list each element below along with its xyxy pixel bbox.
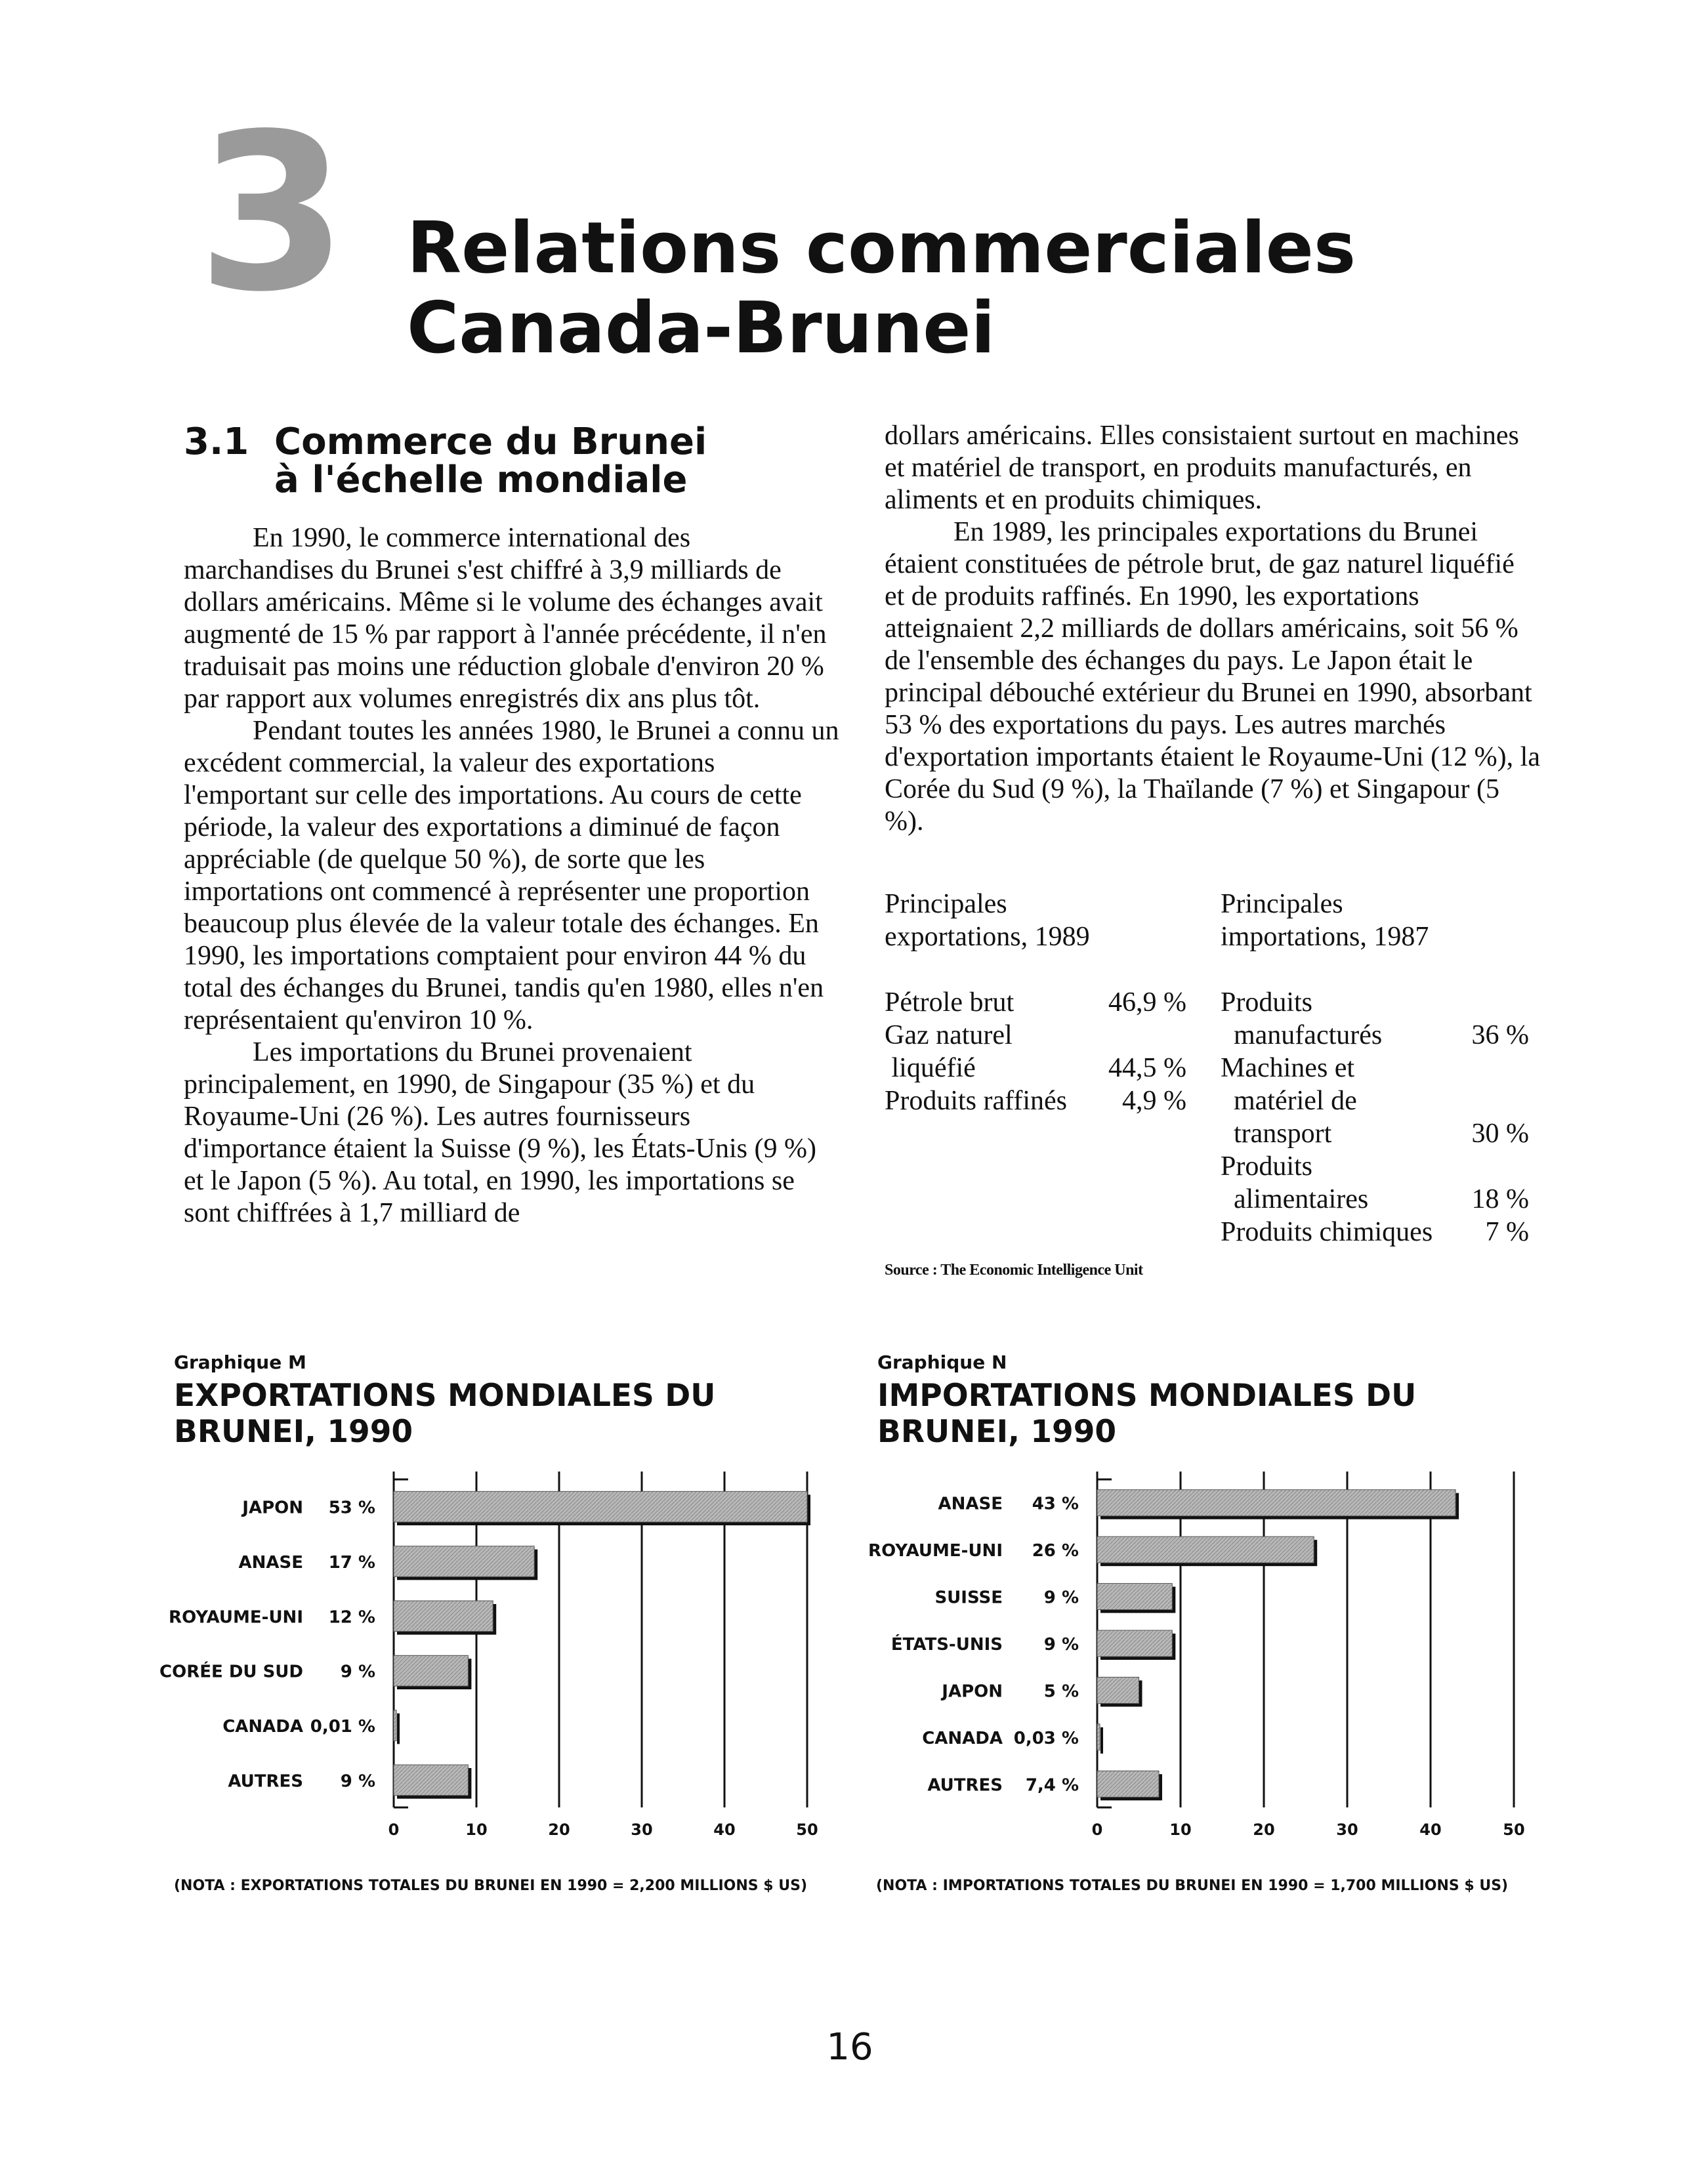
body-column-left: [184, 522, 840, 1229]
list-item-value: 44,5 %: [1108, 1053, 1186, 1083]
page-number: 16: [826, 2026, 873, 2069]
bar: [394, 1601, 493, 1632]
chart-n-note: (NOTA : IMPORTATIONS TOTALES DU BRUNEI EN 1990 = 1,700 MILLIONS $ US): [876, 1878, 1509, 1894]
tick-label: 30: [1336, 1821, 1358, 1839]
category-label: AUTRES: [228, 1771, 303, 1792]
list-item: [885, 986, 1186, 1019]
tick-label: 0: [1091, 1821, 1103, 1839]
list-item: [885, 1084, 1186, 1117]
list-item-value: 36 %: [1471, 1020, 1529, 1050]
paragraph: Pendant toutes les années 1980, le Brunei a connu un excédent commercial, la valeur des exportations l'emportant sur celle des importations. Au cours de cette période, la valeur des exportations a diminué de façon appréciable (de quelque 50 %), de sorte que les importations ont commencé à représenter une proportion beaucoup plus élevée de la valeur totale des échanges. En 1990, les importations comptaient pour environ 44 % du total des échanges du Brunei, tandis qu'en 1980, elles n'en représentaient qu'environ 10 %.: [184, 716, 839, 1035]
tick-label: 40: [713, 1821, 736, 1839]
exports-bar-chart: [131, 1466, 853, 1860]
category-label: ANASE: [938, 1494, 1003, 1514]
source-note: Source : The Economic Intelligence Unit: [885, 1262, 1143, 1279]
body-column-right: [885, 420, 1541, 838]
bar: [1097, 1724, 1100, 1750]
section-title-line-2: à l'échelle mondiale: [274, 459, 688, 501]
bar: [1097, 1771, 1159, 1797]
chart-n-title-line-2: BRUNEI, 1990: [877, 1414, 1117, 1450]
chart-m-title: [174, 1378, 863, 1450]
paragraph: En 1989, les principales exportations du Brunei étaient constituées de pétrole brut, de gaz naturel liquéfié et de produits raffinés. En 1990, les exportations atteignaient 2,2 milliards de dollars américains, soit 56 % de l'ensemble des échanges du pays. Le Japon était le principal débouché extérieur du Brunei en 1990, absorbant 53 % des exportations du pays. Les autres marchés d'exportation importants étaient le Royaume-Uni (12 %), la Corée du Sud (9 %), la Thaïlande (7 %) et Singapour (5 %).: [885, 517, 1540, 836]
data-label: 17 %: [328, 1553, 375, 1573]
imports-heading-line-1: Principales: [1221, 889, 1343, 919]
list-item-label: manufacturés: [1234, 1020, 1383, 1050]
tick-label: 20: [1253, 1821, 1275, 1839]
category-label: AUTRES: [927, 1775, 1003, 1796]
chart-n-tag: Graphique N: [877, 1351, 1007, 1373]
list-item: [1221, 1216, 1529, 1248]
bar: [1097, 1677, 1139, 1703]
chart-m-note: (NOTA : EXPORTATIONS TOTALES DU BRUNEI EN 1990 = 2,200 MILLIONS $ US): [174, 1878, 808, 1894]
bar-shadow: [1100, 1727, 1103, 1754]
list-item-label: Pétrole brut: [885, 987, 1015, 1018]
chapter-number: 3: [197, 87, 348, 339]
category-label: ROYAUME-UNI: [868, 1541, 1003, 1561]
chapter-title: [407, 209, 1654, 369]
category-label: CORÉE DU SUD: [159, 1662, 303, 1682]
list-item: [1221, 1117, 1529, 1150]
chart-m-title-line-2: BRUNEI, 1990: [174, 1414, 413, 1450]
exports-list: [885, 888, 1186, 1117]
bar: [394, 1765, 468, 1796]
data-label: 7,4 %: [1025, 1775, 1079, 1796]
list-item: [885, 1052, 1186, 1084]
exports-list-heading: [885, 888, 1186, 953]
tick-label: 50: [1503, 1821, 1525, 1839]
bar: [1097, 1490, 1455, 1516]
bar: [1097, 1630, 1172, 1657]
chart-n-title-line-1: IMPORTATIONS MONDIALES DU: [877, 1378, 1417, 1414]
exports-heading-line-1: Principales: [885, 889, 1007, 919]
list-item-label: alimentaires: [1234, 1184, 1369, 1214]
list-item-label: transport: [1234, 1119, 1332, 1149]
category-label: CANADA: [222, 1717, 303, 1737]
list-item-label: liquéfié: [885, 1053, 976, 1083]
imports-bar-chart: [853, 1466, 1575, 1860]
data-label: 12 %: [328, 1607, 375, 1628]
paragraph-continuation: dollars américains. Elles consistaient surtout en machines et matériel de transport, en produits manufacturés, en aliments et en produits chimiques.: [885, 421, 1519, 515]
tick-label: 10: [1169, 1821, 1192, 1839]
imports-heading-line-2: importations, 1987: [1221, 922, 1429, 952]
list-item-label: Produits: [1221, 987, 1313, 1018]
list-item-value: 18 %: [1471, 1184, 1529, 1214]
data-label: 9 %: [1043, 1635, 1079, 1655]
data-label: 53 %: [328, 1498, 375, 1518]
tick-label: 40: [1419, 1821, 1442, 1839]
tick-label: 20: [548, 1821, 570, 1839]
tick-label: 50: [796, 1821, 818, 1839]
list-item: [1221, 1019, 1529, 1052]
category-label: CANADA: [922, 1728, 1003, 1748]
category-label: JAPON: [942, 1681, 1003, 1702]
bar: [394, 1491, 807, 1522]
chart-m-tag: Graphique M: [174, 1351, 306, 1373]
bar: [1097, 1536, 1314, 1563]
imports-list: [1221, 888, 1529, 1248]
chapter-title-line-1: Relations commerciales: [407, 207, 1356, 289]
data-label: 0,01 %: [310, 1717, 375, 1737]
paragraph: En 1990, le commerce international des marchandises du Brunei s'est chiffré à 3,9 milliards de dollars américains. Même si le volume des échanges avait augmenté de 15 % par rapport à l'année précédente, il n'en traduisait pas moins une réduction globale d'environ 20 % par rapport aux volumes enregistrés dix ans plus tôt.: [184, 523, 827, 714]
data-label: 0,03 %: [1013, 1728, 1079, 1748]
tick-label: 30: [631, 1821, 653, 1839]
data-label: 5 %: [1043, 1681, 1079, 1702]
paragraph: Les importations du Brunei provenaient principalement, en 1990, de Singapour (35 %) et du Royaume-Uni (26 %). Les autres fournisseurs d'importance étaient la Suisse (9 %), les États-Unis (9 %) et le Japon (5 %). Au total, en 1990, les importations se sont chiffrées à 1,7 milliard de: [184, 1037, 816, 1228]
exports-heading-line-2: exportations, 1989: [885, 922, 1090, 952]
data-label: 9 %: [1043, 1588, 1079, 1608]
bar: [1097, 1584, 1172, 1610]
bar: [394, 1546, 534, 1577]
list-item-value: 4,9 %: [1122, 1086, 1186, 1116]
data-label: 9 %: [340, 1662, 375, 1682]
list-item: [885, 1019, 1186, 1052]
category-label: ANASE: [238, 1553, 303, 1573]
section-number: 3.1: [184, 421, 249, 463]
list-item-value: 46,9 %: [1108, 987, 1186, 1018]
chart-m-title-line-1: EXPORTATIONS MONDIALES DU: [174, 1378, 716, 1414]
data-label: 9 %: [340, 1771, 375, 1792]
list-item-label: matériel de: [1234, 1086, 1357, 1116]
tick-label: 10: [465, 1821, 488, 1839]
section-title: [274, 423, 734, 499]
list-item-label: Produits: [1221, 1151, 1313, 1182]
tick-label: 0: [388, 1821, 400, 1839]
data-label: 26 %: [1032, 1541, 1079, 1561]
list-item-label: Produits chimiques: [1221, 1217, 1433, 1247]
bar-shadow: [397, 1714, 400, 1744]
chapter-title-line-2: Canada-Brunei: [407, 287, 995, 369]
section-title-line-1: Commerce du Brunei: [274, 421, 707, 463]
list-item: [1221, 1183, 1529, 1216]
list-item-label: Gaz naturel: [885, 1020, 1013, 1050]
category-label: JAPON: [242, 1498, 303, 1518]
category-label: ÉTATS-UNIS: [890, 1635, 1003, 1655]
imports-list-heading: [1221, 888, 1529, 953]
category-label: ROYAUME-UNI: [169, 1607, 303, 1628]
bar: [394, 1710, 396, 1741]
list-item-label: Machines et: [1221, 1053, 1355, 1083]
data-label: 43 %: [1032, 1494, 1079, 1514]
list-item-value: 30 %: [1471, 1119, 1529, 1149]
bar: [394, 1655, 468, 1686]
chart-n-title: [877, 1378, 1566, 1450]
category-label: SUISSE: [934, 1588, 1003, 1608]
list-item-value: 7 %: [1485, 1217, 1529, 1247]
list-item-label: Produits raffinés: [885, 1086, 1068, 1116]
